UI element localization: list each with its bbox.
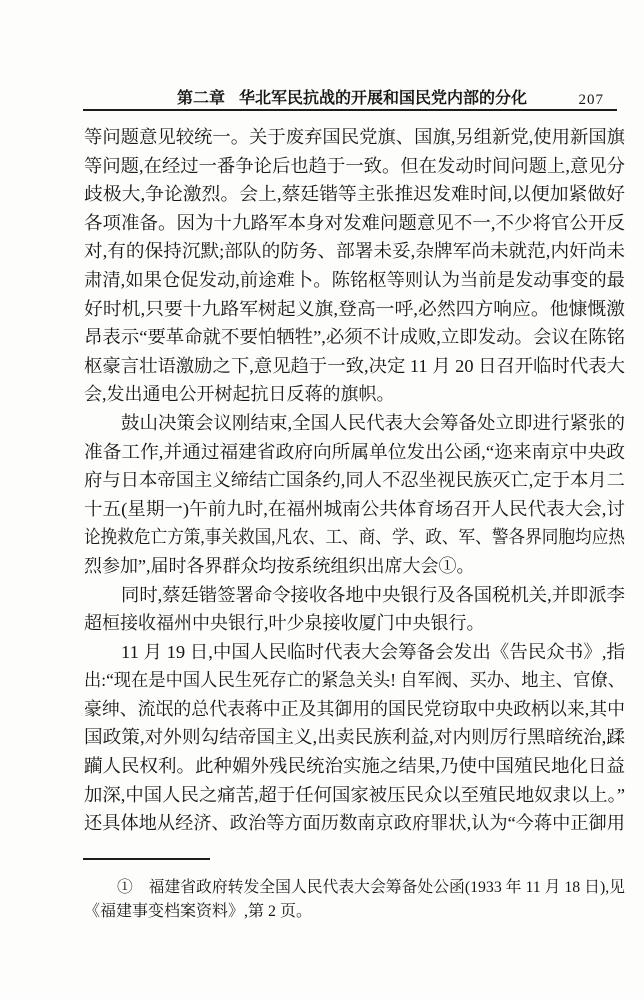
- text-line: 十五(星期一)午前九时,在福州城南公共体育场召开人民代表大会,讨: [84, 498, 625, 519]
- text-line: 《福建事变档案资料》,第 2 页。: [84, 903, 313, 920]
- footnote: [84, 876, 625, 924]
- text-line: 歧极大,争论激烈。会上,蔡廷锴等主张推迟发难时间,以便加紧做好: [84, 184, 625, 205]
- header-rule: [83, 109, 617, 111]
- text-line: 鼓山决策会议刚结束,全国人民代表大会筹备处立即进行紧张的: [121, 412, 625, 433]
- text-line: 好时机,只要十九路军树起义旗,登高一呼,必然四方响应。他慷慨激: [84, 298, 625, 319]
- text-line: 对,有的保持沉默;部队的防务、部署未妥,杂牌军尚未就范,内奸尚未: [84, 241, 625, 262]
- page-number: 207: [578, 92, 604, 108]
- text-line: 豪绅、流氓的总代表蒋中正及其御用的国民党窃取中央政柄以来,其中: [84, 698, 625, 719]
- text-line: 11 月 19 日,中国人民临时代表大会筹备会发出《告民众书》,指: [121, 641, 625, 662]
- text-line: 加深,中国人民之痛苦,超于任何国家被压民众以至殖民地奴隶以上。”: [84, 784, 625, 805]
- chapter-label: 第二章: [176, 90, 225, 107]
- text-line: 同时,蔡廷锴签署命令接收各地中央银行及各国税机关,并即派李: [121, 584, 625, 605]
- footnote-rule: [83, 858, 210, 860]
- text-line: 烈参加”,届时各界群众均按系统组织出席大会①。: [84, 555, 475, 576]
- text-line: 出:“现在是中国人民生死存亡的紧急关头! 自军阀、买办、地主、官僚、: [84, 670, 625, 691]
- text-line: 枢豪言壮语激励之下,意见趋于一致,决定 11 月 20 日召开临时代表大: [84, 355, 625, 376]
- text-line: 躏人民权利。此种媚外残民统治实施之结果,乃使中国殖民地化日益: [84, 756, 625, 777]
- text-line: 还具体地从经济、政治等方面历数南京政府罪状,认为“今蒋中正御用: [84, 813, 625, 834]
- chapter-title: 华北军民抗战的开展和国民党内部的分化: [239, 90, 528, 107]
- page-header: [84, 90, 620, 110]
- text-line: 等问题意见较统一。关于废弃国民党旗、国旗,另组新党,使用新国旗: [84, 127, 625, 147]
- text-line: 准备工作,并通过福建省政府向所属单位发出公函,“迩来南京中央政: [84, 441, 626, 462]
- text-line: 昂表示“要革命就不要怕牺牲”,必须不计成败,立即发动。会议在陈铭: [84, 327, 625, 348]
- text-line: 论挽救危亡方策,事关救国,凡农、工、商、学、政、军、警各界同胞均应热: [84, 527, 625, 548]
- body-text: [84, 123, 625, 838]
- text-line: 府与日本帝国主义缔结亡国条约,同人不忍坐视民族灭亡,定于本月二: [84, 470, 625, 491]
- text-line: 超桓接收福州中央银行,叶少泉接收厦门中央银行。: [84, 613, 485, 634]
- running-head: [84, 90, 620, 108]
- text-line: ① 福建省政府转发全国人民代表大会筹备处公函(1933 年 11 月 18 日),见: [117, 879, 625, 896]
- text-line: 会,发出通电公开树起抗日反蒋的旗帜。: [84, 384, 395, 405]
- text-line: 各项准备。因为十九路军本身对发难问题意见不一,不少将官公开反: [84, 212, 625, 233]
- text-line: 肃清,如果仓促发动,前途难卜。陈铭枢等则认为当前是发动事变的最: [84, 269, 625, 290]
- text-line: 国政策,对外则勾结帝国主义,出卖民族利益,对内则厉行黑暗统治,蹂: [84, 727, 625, 748]
- text-line: 等问题,在经过一番争论后也趋于一致。但在发动时间问题上,意见分: [84, 155, 625, 176]
